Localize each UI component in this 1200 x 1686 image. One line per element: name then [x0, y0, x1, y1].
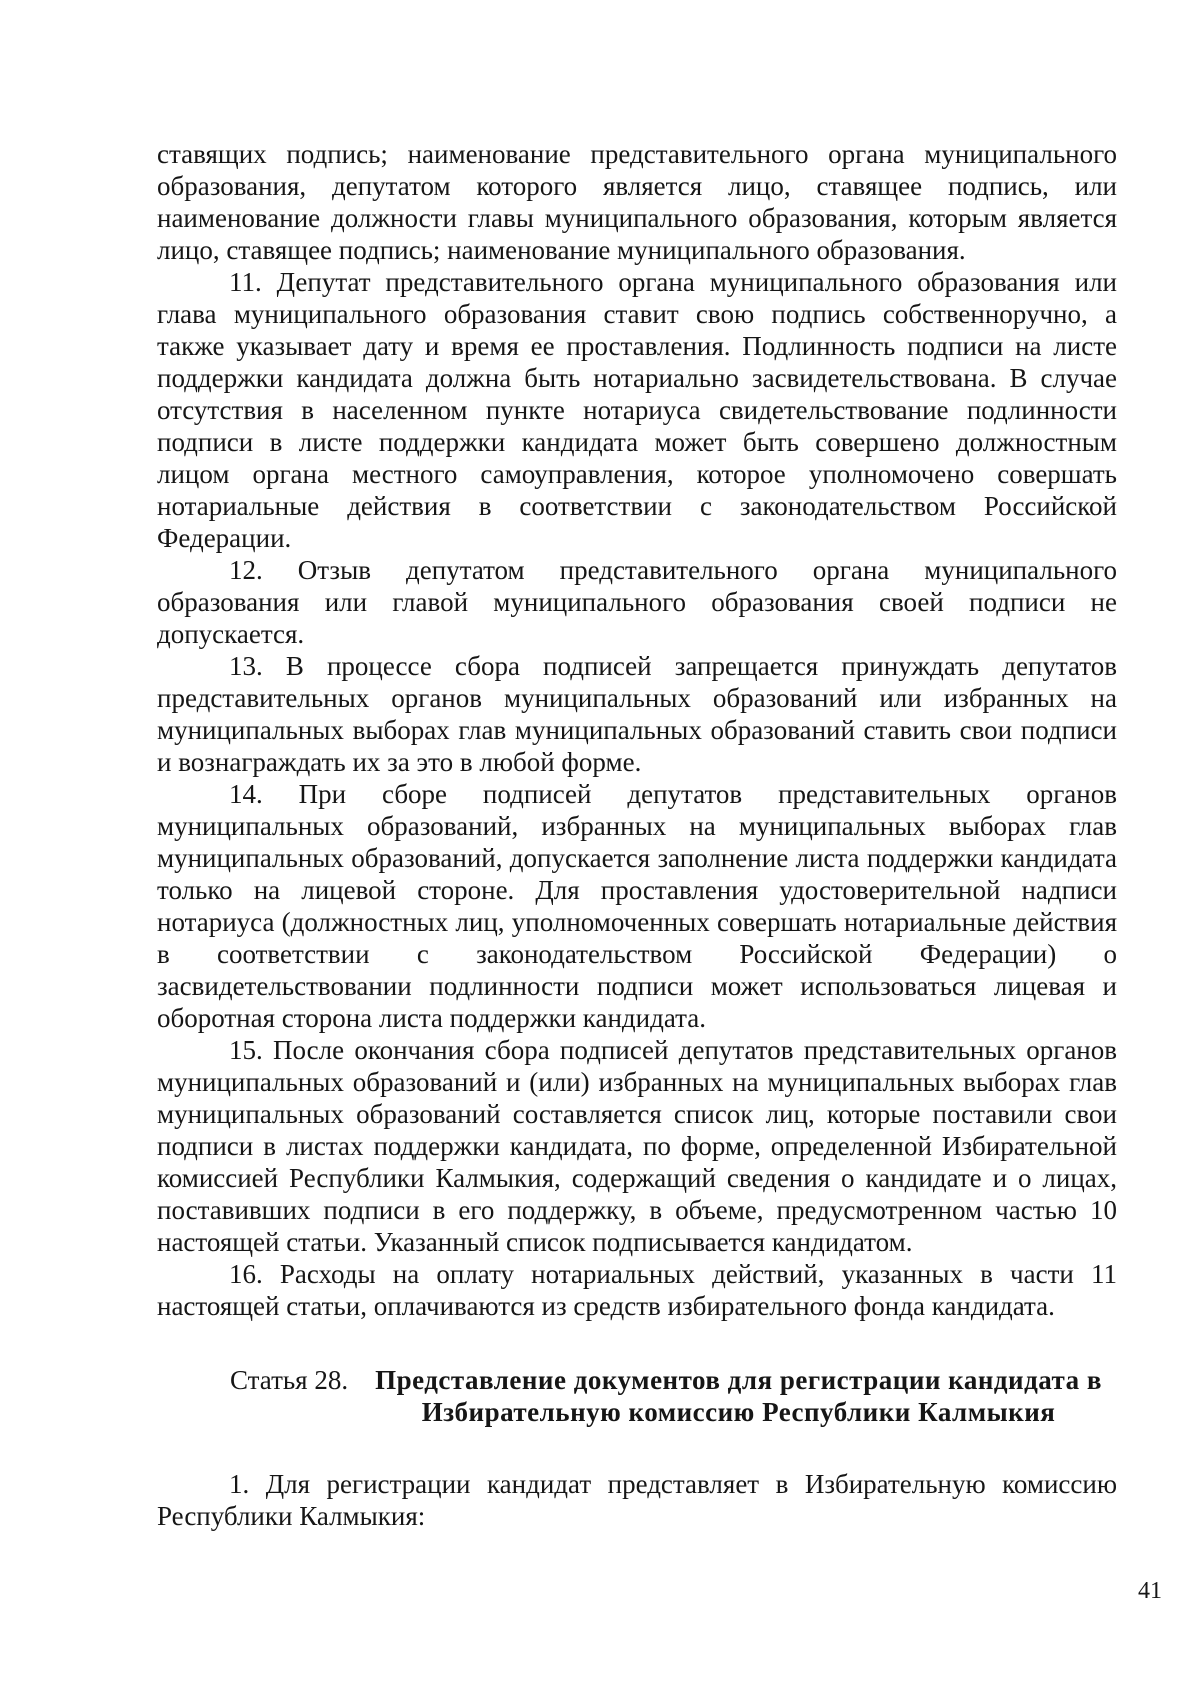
paragraph-article-28-item-1: 1. Для регистрации кандидат представляет в Избирательную комиссию Республики Калмыкия: — [157, 1469, 1117, 1531]
article-title: Представление документов для регистрации кандидата в Избирательную комиссию Республики Калмыкия — [375, 1365, 1102, 1427]
article-heading — [157, 1364, 1117, 1428]
paragraph-item-14: 14. При сборе подписей депутатов представительных органов муниципальных образований, избранных на муниципальных выборах глав муниципальных образований, допускается заполнение листа поддержки кандидата только на лицевой стороне. Для проставления удостоверительной надписи нотариуса (должностных лиц, уполномоченных совершать нотариальные действия в соответствии с законодательством Российской Федерации) о засвидетельствовании подлинности подписи может использоваться лицевая и оборотная сторона листа поддержки кандидата. — [157, 779, 1117, 1033]
paragraph-item-13: 13. В процессе сбора подписей запрещается принуждать депутатов представительных органов муниципальных образований или избранных на муниципальных выборах глав муниципальных образований ставить свои подписи и вознаграждать их за это в любой форме. — [157, 651, 1117, 777]
page-number: 41 — [1138, 1578, 1162, 1604]
paragraph-item-11: 11. Депутат представительного органа муниципального образования или глава муниципального образования ставит свою подпись собственноручно, а также указывает дату и время ее проставления. Подлинность подписи на листе поддержки кандидата должна быть нотариально засвидетельствована. В случае отсутствия в населенном пункте нотариуса свидетельствование подлинности подписи в листе поддержки кандидата может быть совершено должностным лицом органа местного самоуправления, которое уполномочено совершать нотариальные действия в соответствии с законодательством Российской Федерации. — [157, 267, 1117, 553]
paragraph-item-12: 12. Отзыв депутатом представительного органа муниципального образования или главой муниципального образования своей подписи не допускается. — [157, 555, 1117, 649]
article-number: Статья 28. — [230, 1365, 349, 1395]
paragraph-item-16: 16. Расходы на оплату нотариальных действий, указанных в части 11 настоящей статьи, оплачиваются из средств избирательного фонда кандидата. — [157, 1259, 1117, 1321]
paragraph-continuation: ставящих подпись; наименование представительного органа муниципального образования, депутатом которого является лицо, ставящее подпись, или наименование должности главы муниципального образования, которым является лицо, ставящее подпись; наименование муниципального образования. — [157, 139, 1117, 265]
document-body — [157, 138, 1117, 1532]
paragraph-item-15: 15. После окончания сбора подписей депутатов представительных органов муниципальных образований и (или) избранных на муниципальных выборах глав муниципальных образований составляется список лиц, которые поставили свои подписи в листах поддержки кандидата, по форме, определенной Избирательной комиссией Республики Калмыкия, содержащий сведения о кандидате и о лицах, поставивших подписи в его поддержку, в объеме, предусмотренном частью 10 настоящей статьи. Указанный список подписывается кандидатом. — [157, 1035, 1117, 1257]
